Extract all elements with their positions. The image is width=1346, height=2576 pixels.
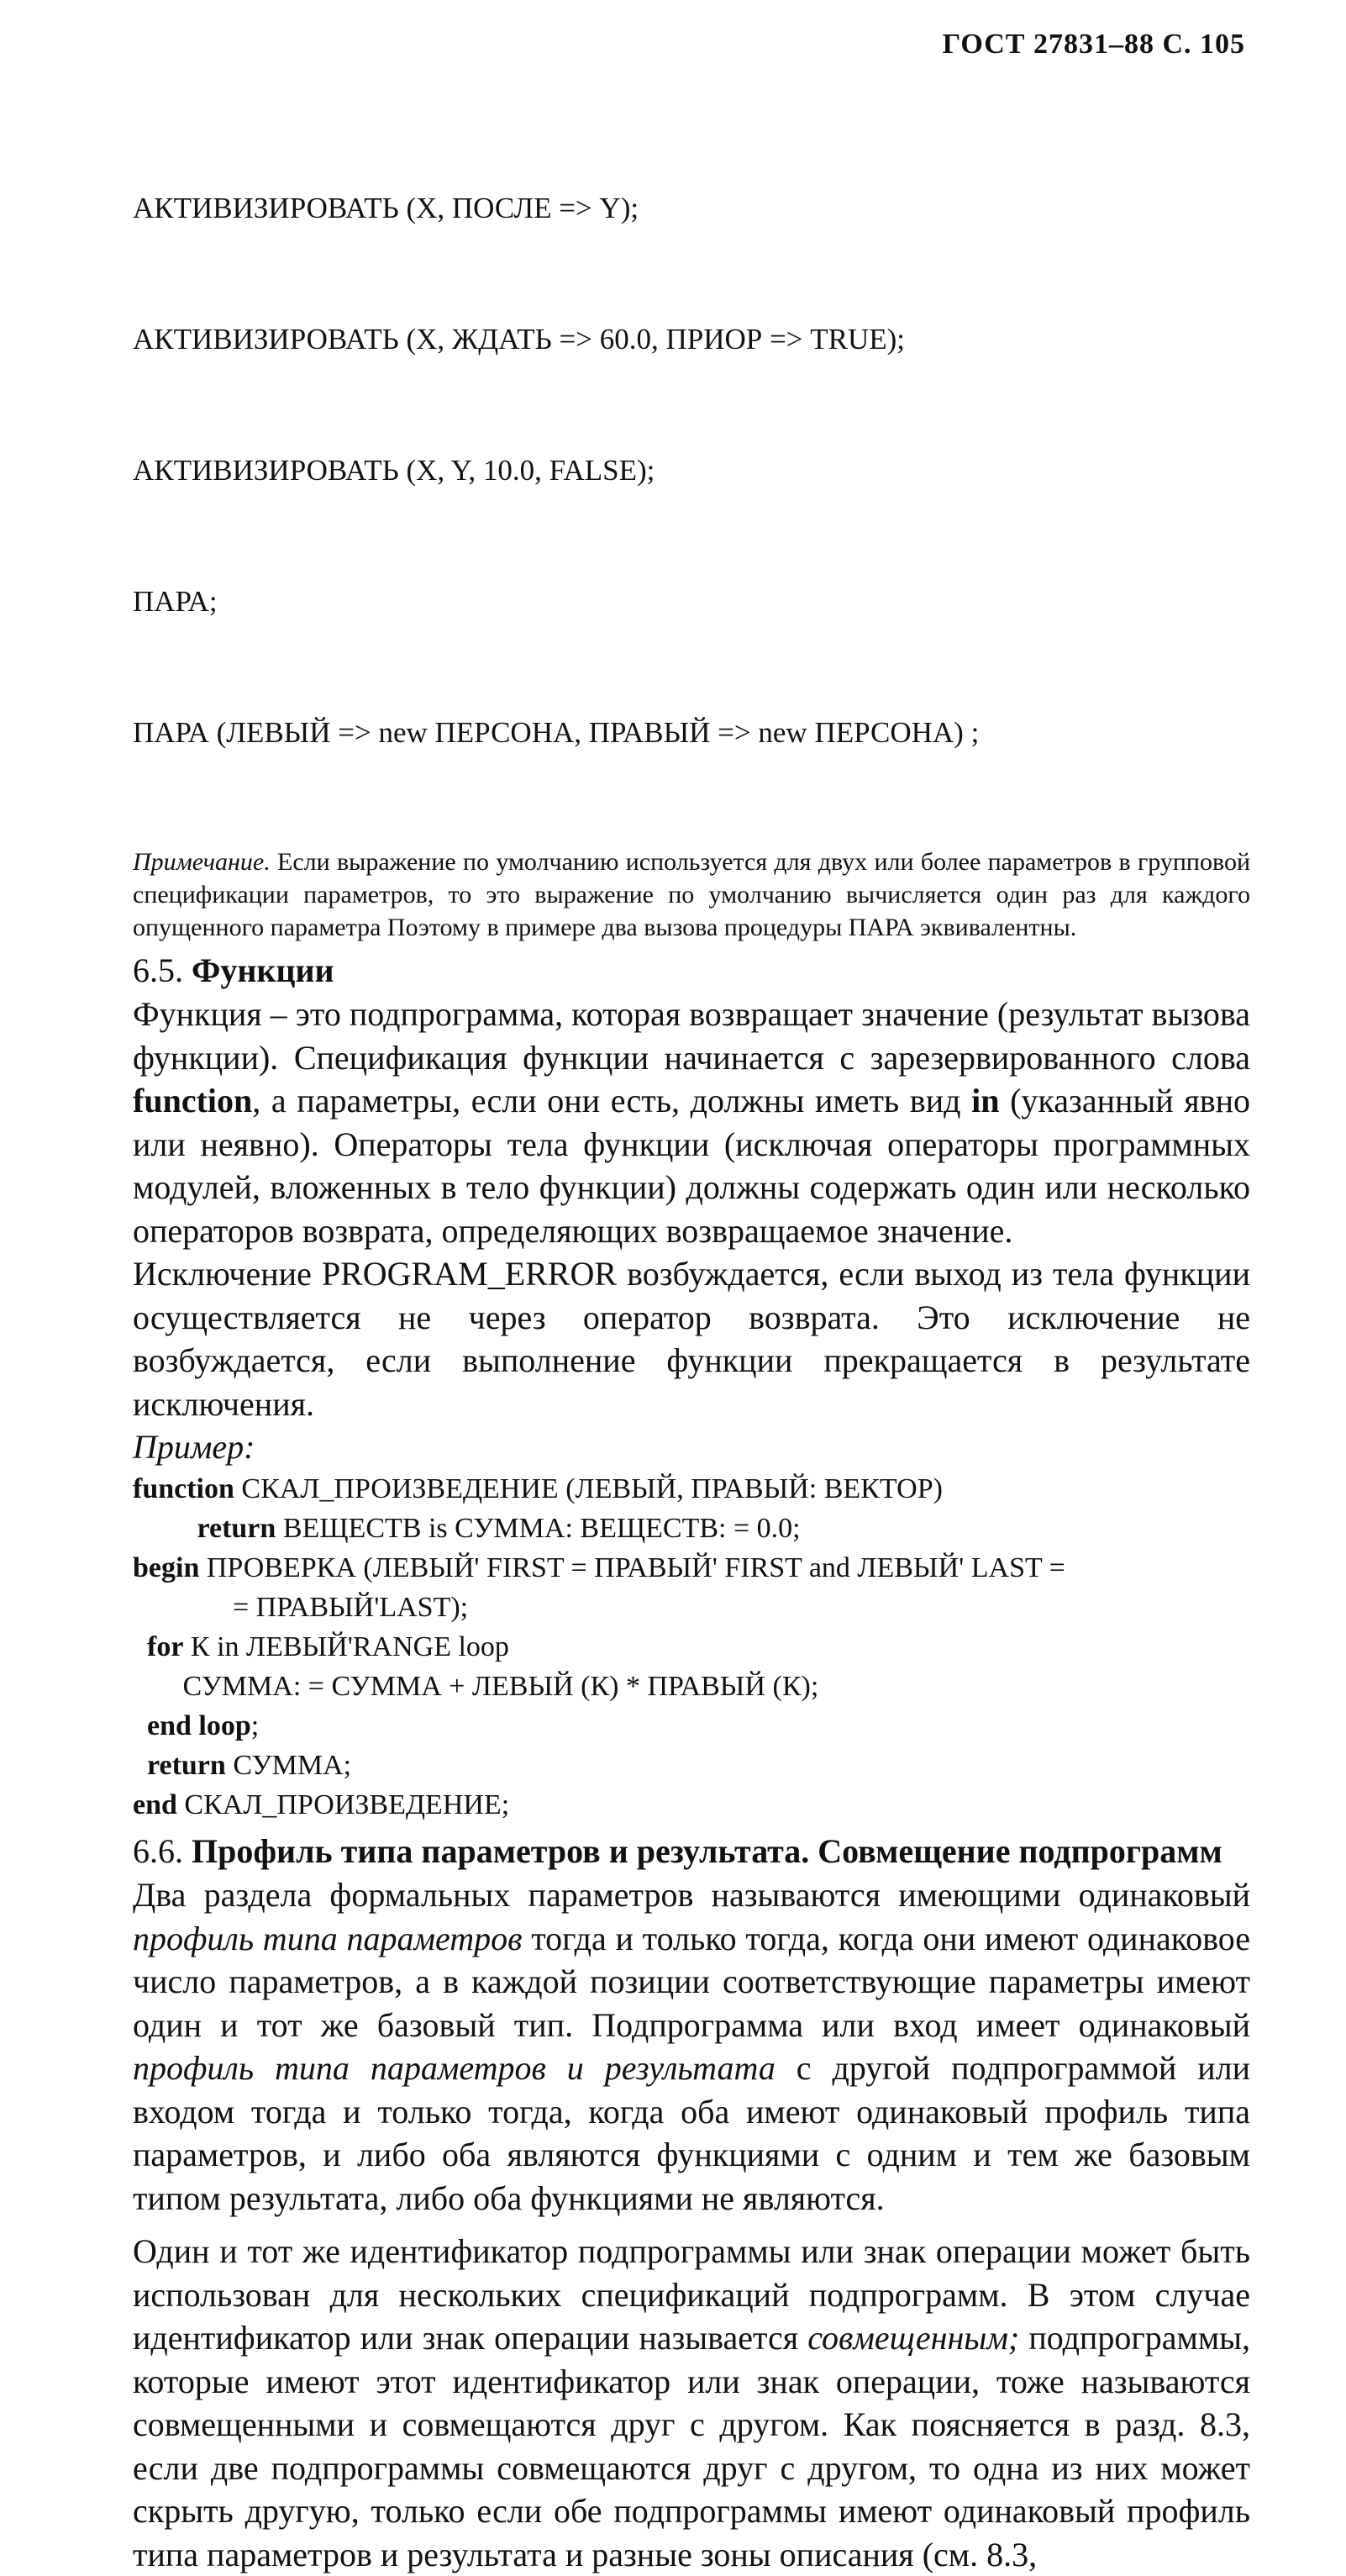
indent (133, 1513, 197, 1544)
example-code-line (133, 1706, 1250, 1746)
spacer (133, 2220, 1250, 2230)
indent (133, 1710, 147, 1741)
text-run: с другой подпрограммой или входом тогда и только тогда, когда оба имеют одинаковый профиль типа параметров, и либо оба являются функциями с одним и тем же базовым типом результата, либо оба функциями не являются. (133, 2049, 1250, 2217)
keyword-in: in (971, 1082, 1000, 1119)
indent (133, 1750, 147, 1781)
code-line: ПАРА; (133, 585, 218, 618)
text-run: подпрограммы, которые имеют этот идентификатор или знак операции, тоже называются совмещенными и совмещаются друг с другом. Как поясняется в разд. 8.3, если две подпрограммы совмещаются друг с другом, то одна из них может скрыть другую, только если обе подпрограммы имеют одинаковый профиль типа параметров и результата и разные зоны описания (см. 8.3, (133, 2319, 1251, 2573)
section-number: 6.5. (133, 951, 183, 989)
section-heading-6-6 (133, 1830, 1250, 1873)
note-paragraph (133, 845, 1250, 944)
code-text: СКАЛ_ПРОИЗВЕДЕНИЕ (ЛЕВЫЙ, ПРАВЫЙ: ВЕКТОР) (234, 1473, 943, 1504)
running-head: ГОСТ 27831–88 С. 105 (942, 29, 1245, 60)
example-label: Пример: (133, 1428, 255, 1466)
code-line: ПАРА (ЛЕВЫЙ => new ПЕРСОНА, ПРАВЫЙ => new ПЕРСОНА) ; (133, 716, 980, 749)
section-heading-6-5 (133, 949, 1250, 993)
code-block-activate (133, 99, 1250, 842)
term-emphasis: совмещенным; (807, 2319, 1020, 2357)
note-text: Если выражение по умолчанию используется для двух или более параметров в групповой спецификации параметров, то это выражение по умолчанию вычисляется один раз для каждого опущенного параметра Поэтому в примере два вызова процедуры ПАРА эквивалентны. (133, 848, 1250, 941)
example-code-line (133, 1588, 1250, 1627)
section-title: Функции (192, 951, 334, 989)
term-emphasis: профиль типа параметров и результата (133, 2049, 776, 2087)
text-run: Один и тот же идентификатор подпрограммы или знак операции может быть использован для нескольких спецификаций подпрограмм. В этом случае идентификатор или знак операции называется (133, 2232, 1250, 2357)
code-text: СУММА; (225, 1750, 352, 1781)
code-keyword: end loop (147, 1710, 251, 1741)
code-keyword: begin (133, 1552, 200, 1583)
text-run: тогда и только тогда, когда они имеют одинаковое число параметров, а в каждой позиции соответствующие параметры имеют один и тот же базовый тип. Подпрограмма или вход имеет одинаковый (133, 1919, 1251, 2044)
text-run: Функция – это подпрограмма, которая возвращает значение (результат вызова функции). Спецификация функции начинается с зарезервированного слова (133, 995, 1250, 1077)
example-code-line (133, 1785, 1250, 1825)
page-content (133, 99, 1250, 2576)
note-label: Примечание. (133, 848, 271, 876)
indent (133, 1631, 147, 1662)
indent (133, 1592, 233, 1623)
term-emphasis: профиль типа параметров (133, 1919, 523, 1957)
text-run: , а параметры, если они есть, должны иметь вид (252, 1082, 972, 1119)
example-code-line (133, 1746, 1250, 1785)
example-code-line (133, 1469, 1250, 1509)
example-code-line (133, 1509, 1250, 1548)
example-code-block (133, 1469, 1250, 1825)
example-code-line (133, 1667, 1250, 1706)
section-title: Профиль типа параметров и результата. Совмещение подпрограмм (192, 1832, 1222, 1870)
code-text: ; (250, 1710, 260, 1741)
paragraph-functions (133, 993, 1250, 1252)
code-text: СКАЛ_ПРОИЗВЕДЕНИЕ; (176, 1789, 510, 1820)
code-keyword: function (133, 1473, 234, 1504)
code-line: АКТИВИЗИРОВАТЬ (X, ЖДАТЬ => 60.0, ПРИОР => TRUE); (133, 323, 906, 356)
code-text: ПРОВЕРКА (ЛЕВЫЙ' FIRST = ПРАВЫЙ' FIRST and ЛЕВЫЙ' LAST = (199, 1552, 1065, 1583)
code-line: АКТИВИЗИРОВАТЬ (X, ПОСЛЕ => Y); (133, 192, 639, 224)
example-code-line (133, 1548, 1250, 1588)
code-keyword: return (147, 1750, 226, 1781)
code-line: АКТИВИЗИРОВАТЬ (X, Y, 10.0, FALSE); (133, 454, 655, 487)
code-text: = ПРАВЫЙ'LAST); (233, 1592, 469, 1623)
code-text: К in ЛЕВЫЙ'RANGE loop (183, 1631, 509, 1662)
section-number: 6.6. (133, 1832, 183, 1870)
code-text: ВЕЩЕСТВ is СУММА: ВЕЩЕСТВ: = 0.0; (276, 1513, 801, 1544)
text-run: (указанный явно или неявно). Операторы тела функции (исключая операторы программных модулей, вложенных в тело функции) должны содержать один или несколько операторов возврата, определяющих возвращаемое значение. (133, 1082, 1251, 1250)
code-text: СУММА: = СУММА + ЛЕВЫЙ (К) * ПРАВЫЙ (К); (182, 1671, 819, 1702)
keyword-function: function (133, 1082, 253, 1119)
paragraph-overloading (133, 2230, 1250, 2576)
example-code-line (133, 1627, 1250, 1667)
paragraph-profile (133, 1873, 1250, 2220)
code-keyword: end (133, 1789, 177, 1820)
indent (133, 1671, 183, 1702)
paragraph-program-error: Исключение PROGRAM_ERROR возбуждается, если выход из тела функции осуществляется не через оператор возврата. Это исключение не возбуждается, если выполнение функции прекращается в результате исключения. (133, 1255, 1250, 1423)
code-keyword: for (147, 1631, 184, 1662)
code-keyword: return (197, 1513, 276, 1544)
text-run: Два раздела формальных параметров называются имеющими одинаковый (133, 1876, 1250, 1914)
